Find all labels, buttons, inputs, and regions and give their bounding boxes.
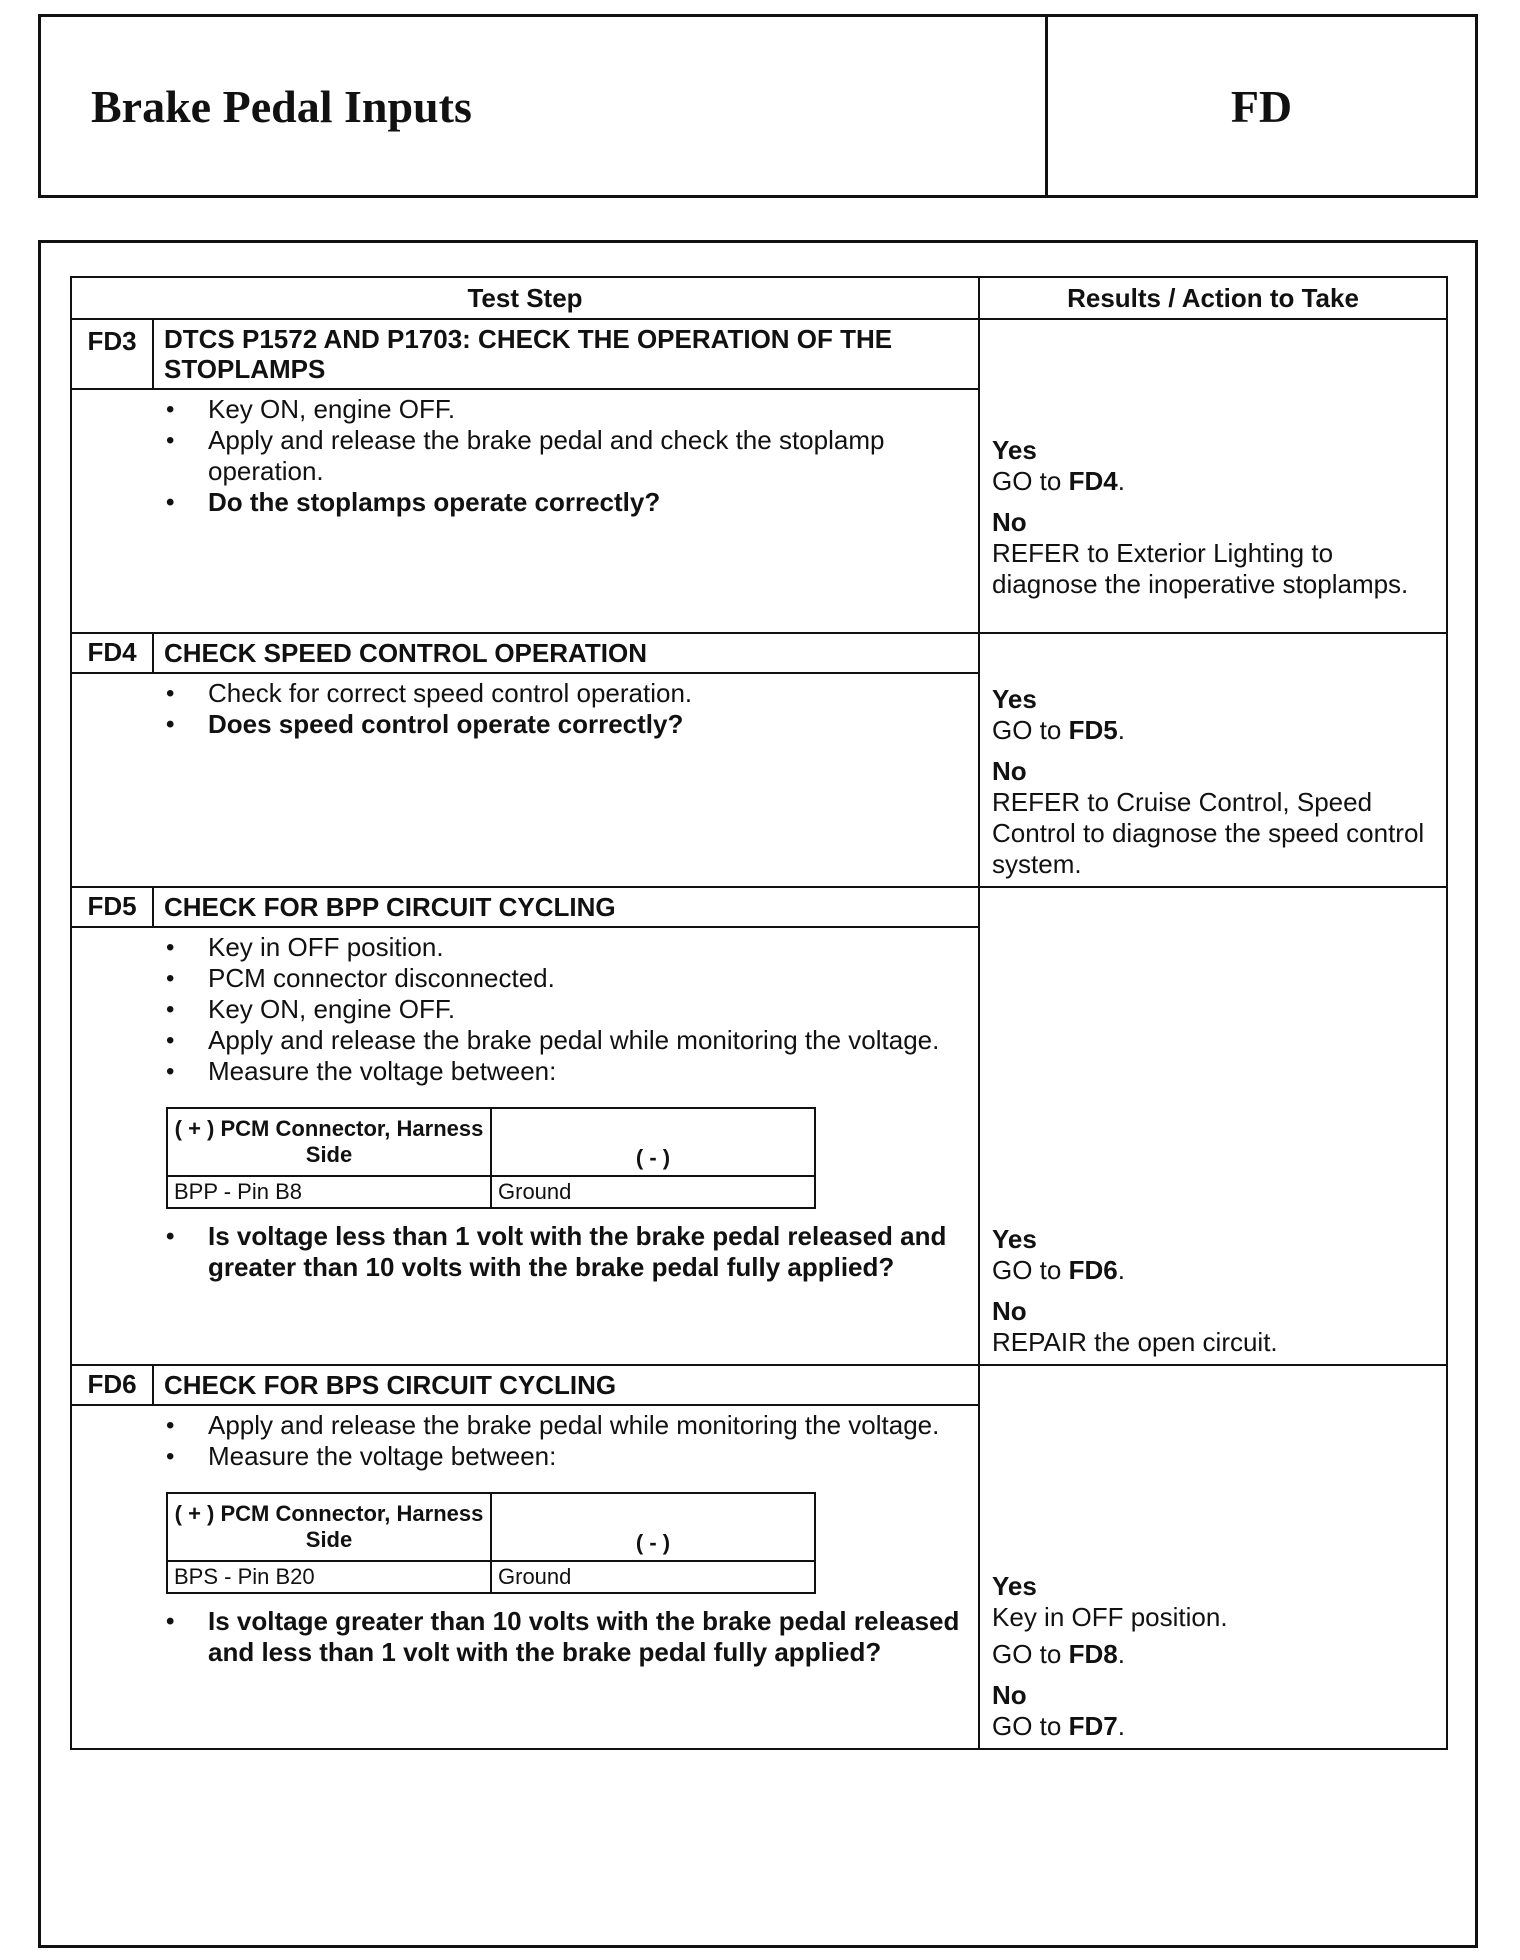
instruction-item: • Key in OFF position. bbox=[166, 932, 968, 963]
step-results bbox=[979, 633, 1447, 887]
positive-lead-pin: BPS - Pin B20 bbox=[167, 1561, 491, 1593]
step-results bbox=[979, 887, 1447, 1365]
positive-lead-header: ( + ) PCM Connector, Harness Side bbox=[167, 1108, 491, 1176]
yes-label: Yes bbox=[992, 684, 1037, 714]
step-question-list bbox=[166, 1221, 968, 1283]
step-question-list bbox=[166, 1606, 968, 1668]
yes-action: GO to FD4. bbox=[992, 466, 1125, 496]
step-id: FD6 bbox=[71, 1365, 153, 1405]
negative-lead-header: ( - ) bbox=[491, 1108, 815, 1176]
instruction-item: • Apply and release the brake pedal while monitoring the voltage. bbox=[166, 1025, 968, 1056]
step-id: FD3 bbox=[71, 319, 153, 389]
instruction-item: • Key ON, engine OFF. bbox=[166, 394, 968, 425]
yes-action: GO to FD5. bbox=[992, 715, 1125, 745]
voltage-measurement-table bbox=[166, 1107, 816, 1209]
no-action: REFER to Cruise Control, Speed Control to diagnose the speed control system. bbox=[992, 787, 1425, 879]
step-question: • Is voltage greater than 10 volts with the brake pedal released and less than 1 volt with the brake pedal fully applied? bbox=[166, 1606, 968, 1668]
step-title: CHECK SPEED CONTROL OPERATION bbox=[153, 633, 979, 673]
negative-lead-pin: Ground bbox=[491, 1176, 815, 1208]
step-results bbox=[979, 319, 1447, 633]
step-results bbox=[979, 1365, 1447, 1749]
step-instructions bbox=[166, 394, 968, 518]
column-header-results: Results / Action to Take bbox=[979, 277, 1447, 319]
step-body bbox=[71, 1405, 979, 1749]
positive-lead-header: ( + ) PCM Connector, Harness Side bbox=[167, 1493, 491, 1561]
no-label: No bbox=[992, 507, 1027, 537]
instruction-item: • Apply and release the brake pedal while monitoring the voltage. bbox=[166, 1410, 968, 1441]
step-question: • Is voltage less than 1 volt with the brake pedal released and greater than 10 volts with the brake pedal fully applied? bbox=[166, 1221, 968, 1283]
step-question: • Does speed control operate correctly? bbox=[166, 709, 968, 740]
voltage-measurement-table bbox=[166, 1492, 816, 1594]
step-title: CHECK FOR BPP CIRCUIT CYCLING bbox=[153, 887, 979, 927]
step-title: CHECK FOR BPS CIRCUIT CYCLING bbox=[153, 1365, 979, 1405]
goto-step-link[interactable]: FD5 bbox=[1068, 715, 1118, 745]
page-title: Brake Pedal Inputs bbox=[91, 80, 472, 132]
step-body bbox=[71, 389, 979, 633]
step-id: FD5 bbox=[71, 887, 153, 927]
yes-action: GO to FD8. bbox=[992, 1639, 1125, 1669]
goto-step-link[interactable]: FD7 bbox=[1068, 1711, 1118, 1741]
step-title: DTCS P1572 AND P1703: CHECK THE OPERATION OF THE STOPLAMPS bbox=[153, 319, 979, 389]
yes-label: Yes bbox=[992, 1224, 1037, 1254]
step-id: FD4 bbox=[71, 633, 153, 673]
instruction-item: • Apply and release the brake pedal and check the stoplamp operation. bbox=[166, 425, 968, 487]
positive-lead-pin: BPP - Pin B8 bbox=[167, 1176, 491, 1208]
yes-action: GO to FD6. bbox=[992, 1255, 1125, 1285]
no-action: REFER to Exterior Lighting to diagnose the inoperative stoplamps. bbox=[992, 538, 1409, 599]
no-label: No bbox=[992, 1296, 1027, 1326]
goto-step-link[interactable]: FD8 bbox=[1068, 1639, 1118, 1669]
instruction-item: • Check for correct speed control operation. bbox=[166, 678, 968, 709]
step-instructions bbox=[166, 1410, 968, 1472]
negative-lead-pin: Ground bbox=[491, 1561, 815, 1593]
column-header-test-step: Test Step bbox=[71, 277, 979, 319]
step-question: • Do the stoplamps operate correctly? bbox=[166, 487, 968, 518]
instruction-item: • Measure the voltage between: bbox=[166, 1056, 968, 1087]
goto-step-link[interactable]: FD6 bbox=[1068, 1255, 1118, 1285]
step-instructions bbox=[166, 678, 968, 740]
yes-label: Yes bbox=[992, 1571, 1037, 1601]
step-body bbox=[71, 673, 979, 887]
negative-lead-header: ( - ) bbox=[491, 1493, 815, 1561]
instruction-item: • Measure the voltage between: bbox=[166, 1441, 968, 1472]
no-label: No bbox=[992, 1680, 1027, 1710]
step-body bbox=[71, 927, 979, 1365]
step-instructions bbox=[166, 932, 968, 1087]
instruction-item: • Key ON, engine OFF. bbox=[166, 994, 968, 1025]
page-header bbox=[38, 14, 1478, 198]
no-label: No bbox=[992, 756, 1027, 786]
instruction-item: • PCM connector disconnected. bbox=[166, 963, 968, 994]
section-code: FD bbox=[1230, 80, 1293, 132]
no-action: GO to FD7. bbox=[992, 1711, 1125, 1741]
yes-label: Yes bbox=[992, 435, 1037, 465]
goto-step-link[interactable]: FD4 bbox=[1068, 466, 1118, 496]
no-action: REPAIR the open circuit. bbox=[992, 1327, 1278, 1357]
yes-precondition: Key in OFF position. bbox=[992, 1602, 1228, 1632]
diagnostic-table bbox=[70, 276, 1448, 1750]
